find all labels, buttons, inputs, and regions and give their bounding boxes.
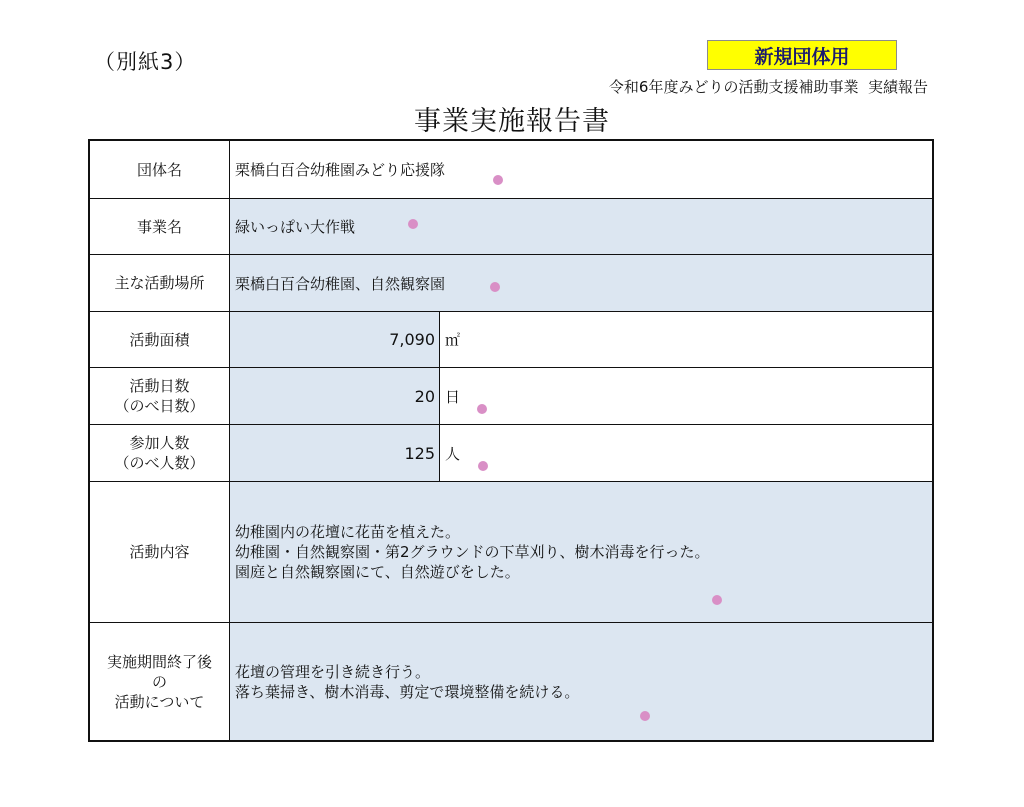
after-period-label-line2: の bbox=[151, 672, 167, 691]
row-participants bbox=[90, 425, 932, 482]
report-subtitle: 令和6年度みどりの活動支援補助事業 実績報告 bbox=[608, 78, 928, 96]
project-name-field[interactable]: 緑いっぱい大作戦 bbox=[230, 199, 932, 254]
row-main-location bbox=[90, 255, 932, 312]
participants-unit: 人 bbox=[440, 425, 932, 481]
activity-days-unit: 日 bbox=[440, 368, 932, 424]
project-name-label: 事業名 bbox=[90, 199, 230, 254]
input-marker-dot bbox=[477, 404, 487, 414]
participants-label-line2: （のべ人数） bbox=[114, 454, 205, 472]
activity-days-label-line1: 活動日数 bbox=[129, 377, 190, 395]
row-project-name bbox=[90, 199, 932, 255]
main-location-field[interactable]: 栗橋白百合幼稚園、自然観察園 bbox=[230, 255, 932, 311]
appendix-label: （別紙3） bbox=[94, 50, 197, 74]
participants-label-line1: 参加人数 bbox=[129, 434, 190, 452]
activity-content-line: 幼稚園・自然観察園・第2グラウンドの下草刈り、樹木消毒を行った。 bbox=[235, 543, 710, 561]
after-period-line: 花壇の管理を引き続き行う。 bbox=[235, 662, 431, 681]
activity-area-unit: ㎡ bbox=[440, 312, 932, 367]
after-period-label-line3: 活動について bbox=[114, 692, 205, 711]
group-name-label: 団体名 bbox=[90, 141, 230, 198]
activity-days-label bbox=[90, 368, 230, 424]
input-marker-dot bbox=[640, 711, 650, 721]
document-title: 事業実施報告書 bbox=[414, 106, 610, 137]
activity-area-label: 活動面積 bbox=[90, 312, 230, 367]
input-marker-dot bbox=[490, 282, 500, 292]
input-marker-dot bbox=[478, 461, 488, 471]
row-activity-area bbox=[90, 312, 932, 368]
after-period-field[interactable] bbox=[230, 623, 932, 740]
main-location-label: 主な活動場所 bbox=[90, 255, 230, 311]
row-activity-content bbox=[90, 482, 932, 623]
activity-content-field[interactable] bbox=[230, 482, 932, 622]
input-marker-dot bbox=[493, 175, 503, 185]
activity-days-field[interactable]: 20 bbox=[230, 368, 440, 424]
participants-field[interactable]: 125 bbox=[230, 425, 440, 481]
after-period-label bbox=[90, 623, 230, 740]
group-name-field[interactable]: 栗橋白百合幼稚園みどり応援隊 bbox=[230, 141, 932, 198]
activity-content-label: 活動内容 bbox=[90, 482, 230, 622]
after-period-label-line1: 実施期間終了後 bbox=[106, 652, 212, 671]
row-after-period bbox=[90, 623, 932, 740]
input-marker-dot bbox=[712, 595, 722, 605]
activity-days-label-line2: （のべ日数） bbox=[114, 397, 205, 415]
participants-label bbox=[90, 425, 230, 481]
new-group-badge: 新規団体用 bbox=[707, 40, 897, 70]
report-table bbox=[88, 139, 934, 742]
activity-content-line: 園庭と自然観察園にて、自然遊びをした。 bbox=[235, 563, 520, 581]
input-marker-dot bbox=[408, 219, 418, 229]
row-activity-days bbox=[90, 368, 932, 425]
row-group-name bbox=[90, 141, 932, 199]
activity-content-line: 幼稚園内の花壇に花苗を植えた。 bbox=[235, 523, 461, 541]
after-period-line: 落ち葉掃き、樹木消毒、剪定で環境整備を続ける。 bbox=[235, 682, 580, 701]
activity-area-field[interactable]: 7,090 bbox=[230, 312, 440, 367]
